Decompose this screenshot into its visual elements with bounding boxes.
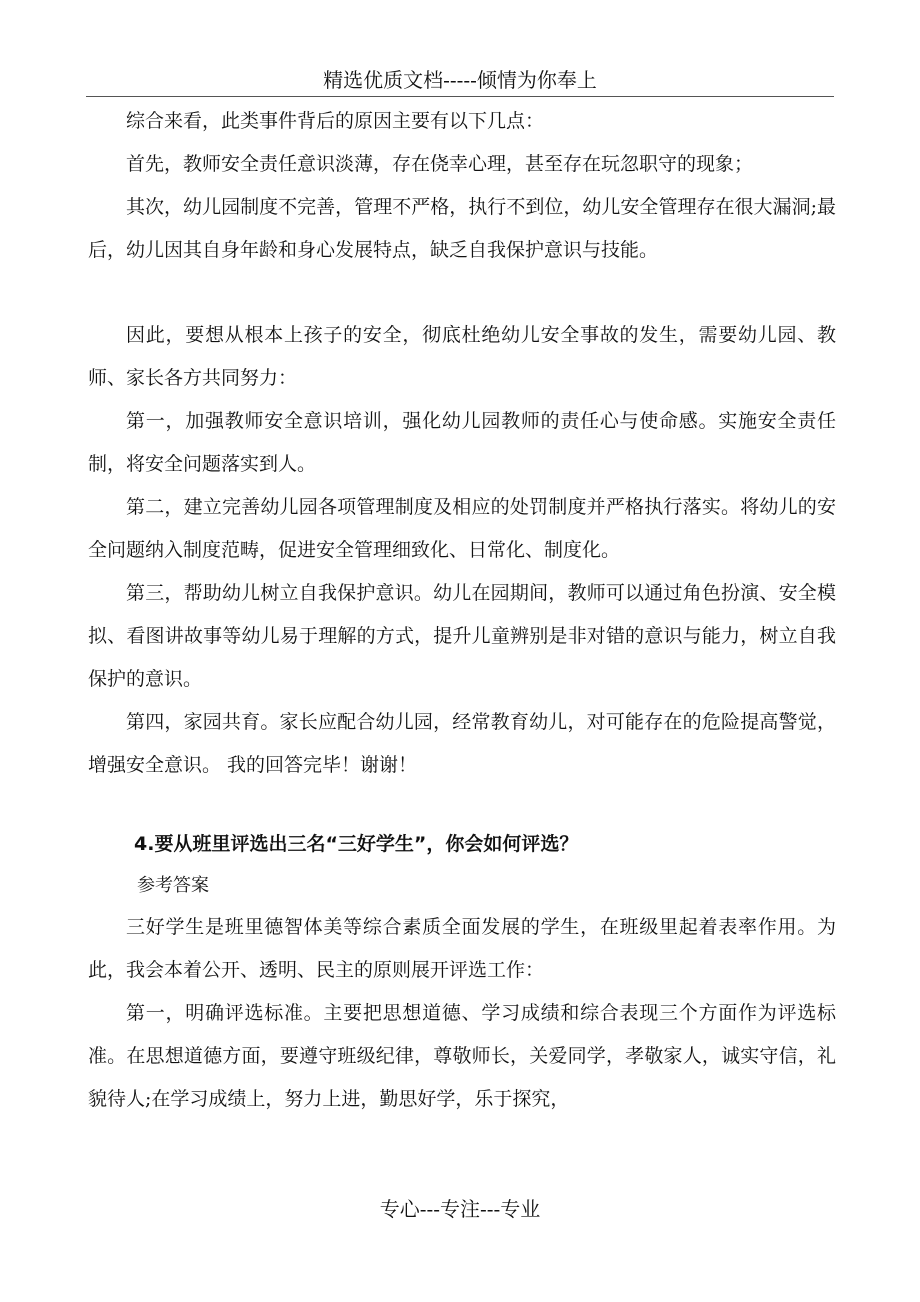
header-divider xyxy=(86,96,834,97)
page-header: 精选优质文档-----倾情为你奉上 xyxy=(323,68,597,92)
paragraph-measure-3: 第三，帮助幼儿树立自我保护意识。幼儿在园期间，教师可以通过角色扮演、安全模拟、看图讲故事等幼儿易于理解的方式，提升儿童辨别是非对错的意识与能力，树立自我保护的意识。 xyxy=(88,582,836,690)
paragraph-measure-4: 第四，家园共育。家长应配合幼儿园，经常教育幼儿，对可能存在的危险提高警觉，增强安全意识。 我的回答完毕！谢谢！ xyxy=(88,711,836,776)
page-footer: 专心---专注---专业 xyxy=(379,1197,541,1221)
paragraph-first-reason: 首先，教师安全责任意识淡薄，存在侥幸心理，甚至存在玩忽职守的现象； xyxy=(126,153,754,175)
paragraph-measure-1: 第一，加强教师安全意识培训，强化幼儿园教师的责任心与使命感。实施安全责任制，将安全问题落实到人。 xyxy=(88,410,836,475)
answer-label: 参考答案 xyxy=(137,875,209,896)
paragraph-summary: 综合来看，此类事件背后的原因主要有以下几点： xyxy=(126,110,545,132)
section-gap xyxy=(88,787,836,823)
paragraph-therefore: 因此，要想从根本上孩子的安全，彻底杜绝幼儿安全事故的发生，需要幼儿园、教师、家长各方共同努力： xyxy=(88,324,836,389)
paragraph-other-reasons: 其次，幼儿园制度不完善，管理不严格，执行不到位，幼儿安全管理存在很大漏洞;最后，幼儿因其自身年龄和身心发展特点，缺乏自我保护意识与技能。 xyxy=(88,196,836,261)
paragraph-gap xyxy=(88,272,836,314)
question-heading: 4.要从班里评选出三名“三好学生”，你会如何评选？ xyxy=(134,833,579,855)
paragraph-answer-criteria: 第一，明确评选标准。主要把思想道德、学习成绩和综合表现三个方面作为评选标准。在思想道德方面，要遵守班级纪律，尊敬师长，关爱同学，孝敬家人，诚实守信，礼貌待人;在学习成绩上，努力上进，勤思好学，乐于探究， xyxy=(88,1002,836,1110)
paragraph-answer-intro: 三好学生是班里德智体美等综合素质全面发展的学生，在班级里起着表率作用。为此，我会本着公开、透明、民主的原则展开评选工作： xyxy=(88,916,836,981)
document-body xyxy=(88,100,836,1121)
paragraph-measure-2: 第二，建立完善幼儿园各项管理制度及相应的处罚制度并严格执行落实。将幼儿的安全问题纳入制度范畴，促进安全管理细致化、日常化、制度化。 xyxy=(88,496,836,561)
